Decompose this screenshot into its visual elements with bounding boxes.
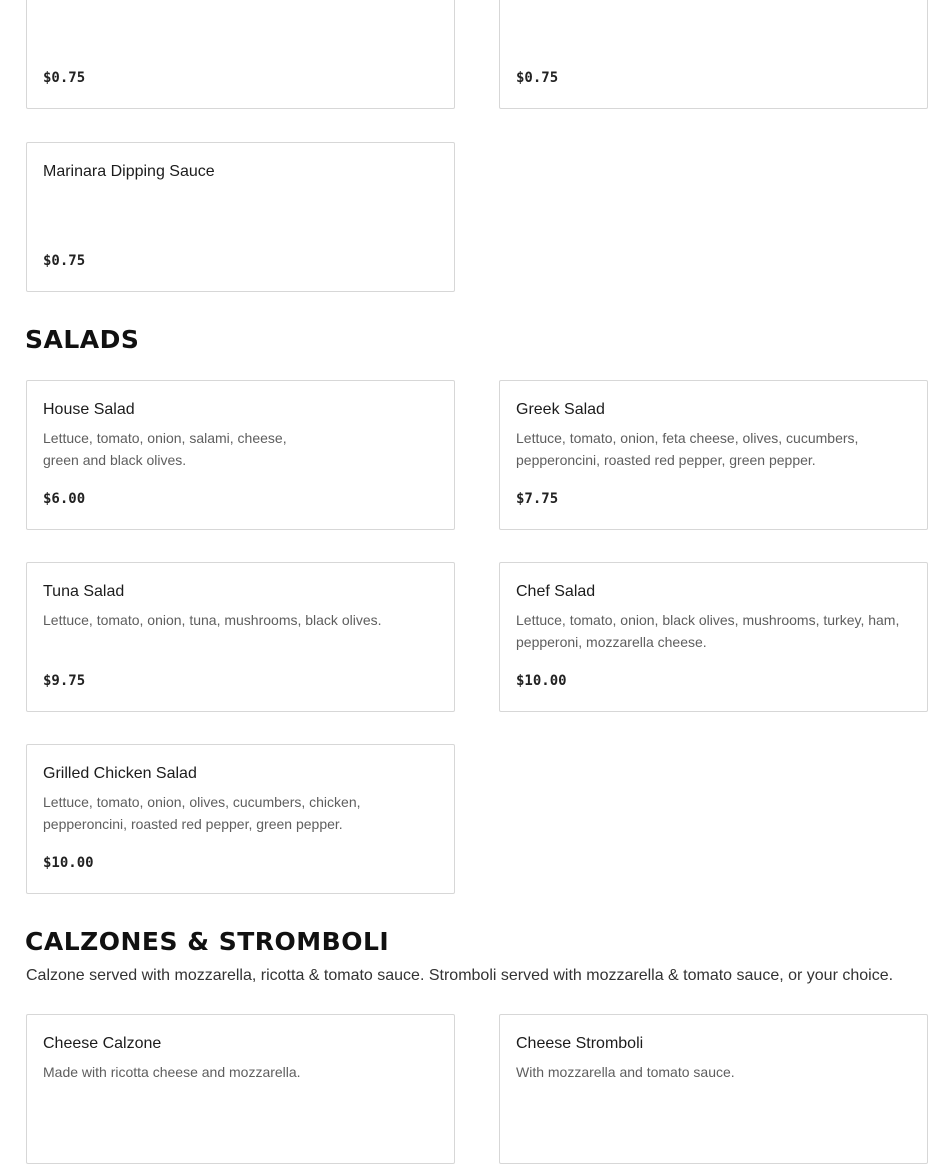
menu-item-price: $9.75 — [43, 673, 86, 689]
menu-item-card[interactable] — [26, 380, 455, 530]
menu-item-card[interactable] — [26, 142, 455, 292]
menu-item-name: Cheese Calzone — [43, 1035, 162, 1052]
menu-item-name: Grilled Chicken Salad — [43, 765, 197, 782]
menu-item-name: Marinara Dipping Sauce — [43, 163, 215, 180]
menu-item-card[interactable] — [26, 744, 455, 894]
menu-item-price: $0.75 — [43, 70, 86, 86]
menu-item-description: Made with ricotta cheese and mozzarella. — [43, 1064, 301, 1080]
menu-item-description: With mozzarella and tomato sauce. — [516, 1064, 735, 1080]
section-description: Calzone served with mozzarella, ricotta & tomato sauce. Stromboli served with mozzarella & tomato sauce, or your choice. — [26, 967, 894, 984]
menu-item-card[interactable] — [499, 1014, 928, 1164]
menu-item-price: $6.00 — [43, 491, 86, 507]
menu-item-price: $10.00 — [516, 673, 567, 689]
menu-item-description: Lettuce, tomato, onion, tuna, mushrooms, black olives. — [43, 612, 382, 628]
menu-item-description: Lettuce, tomato, onion, salami, cheese, green and black olives. — [43, 430, 287, 468]
menu-item-description: Lettuce, tomato, onion, black olives, mushrooms, turkey, ham, pepperoni, mozzarella cheese. — [516, 612, 900, 650]
menu-item-name: Greek Salad — [516, 401, 605, 418]
menu-item-card[interactable] — [26, 0, 455, 109]
menu-item-name: House Salad — [43, 401, 135, 418]
menu-item-name: Tuna Salad — [43, 583, 125, 600]
section-title-calzones: CALZONES & STROMBOLI — [25, 927, 390, 956]
menu-item-card[interactable] — [26, 562, 455, 712]
menu-item-description: Lettuce, tomato, onion, olives, cucumbers, chicken, pepperoncini, roasted red pepper, green pepper. — [43, 794, 361, 832]
menu-item-name: Chef Salad — [516, 583, 596, 600]
menu-item-price: $10.00 — [43, 855, 94, 871]
menu-item-card[interactable] — [26, 1014, 455, 1164]
menu-item-price: $7.75 — [516, 491, 559, 507]
section-title-salads: SALADS — [25, 325, 140, 354]
menu-item-card[interactable] — [499, 0, 928, 109]
menu-item-card[interactable] — [499, 380, 928, 530]
menu-item-price: $0.75 — [516, 70, 559, 86]
menu-item-price: $0.75 — [43, 253, 86, 269]
menu-item-name: Cheese Stromboli — [516, 1035, 644, 1052]
menu-item-description: Lettuce, tomato, onion, feta cheese, olives, cucumbers, pepperoncini, roasted red pepper, green pepper. — [516, 430, 859, 468]
menu-item-card[interactable] — [499, 562, 928, 712]
